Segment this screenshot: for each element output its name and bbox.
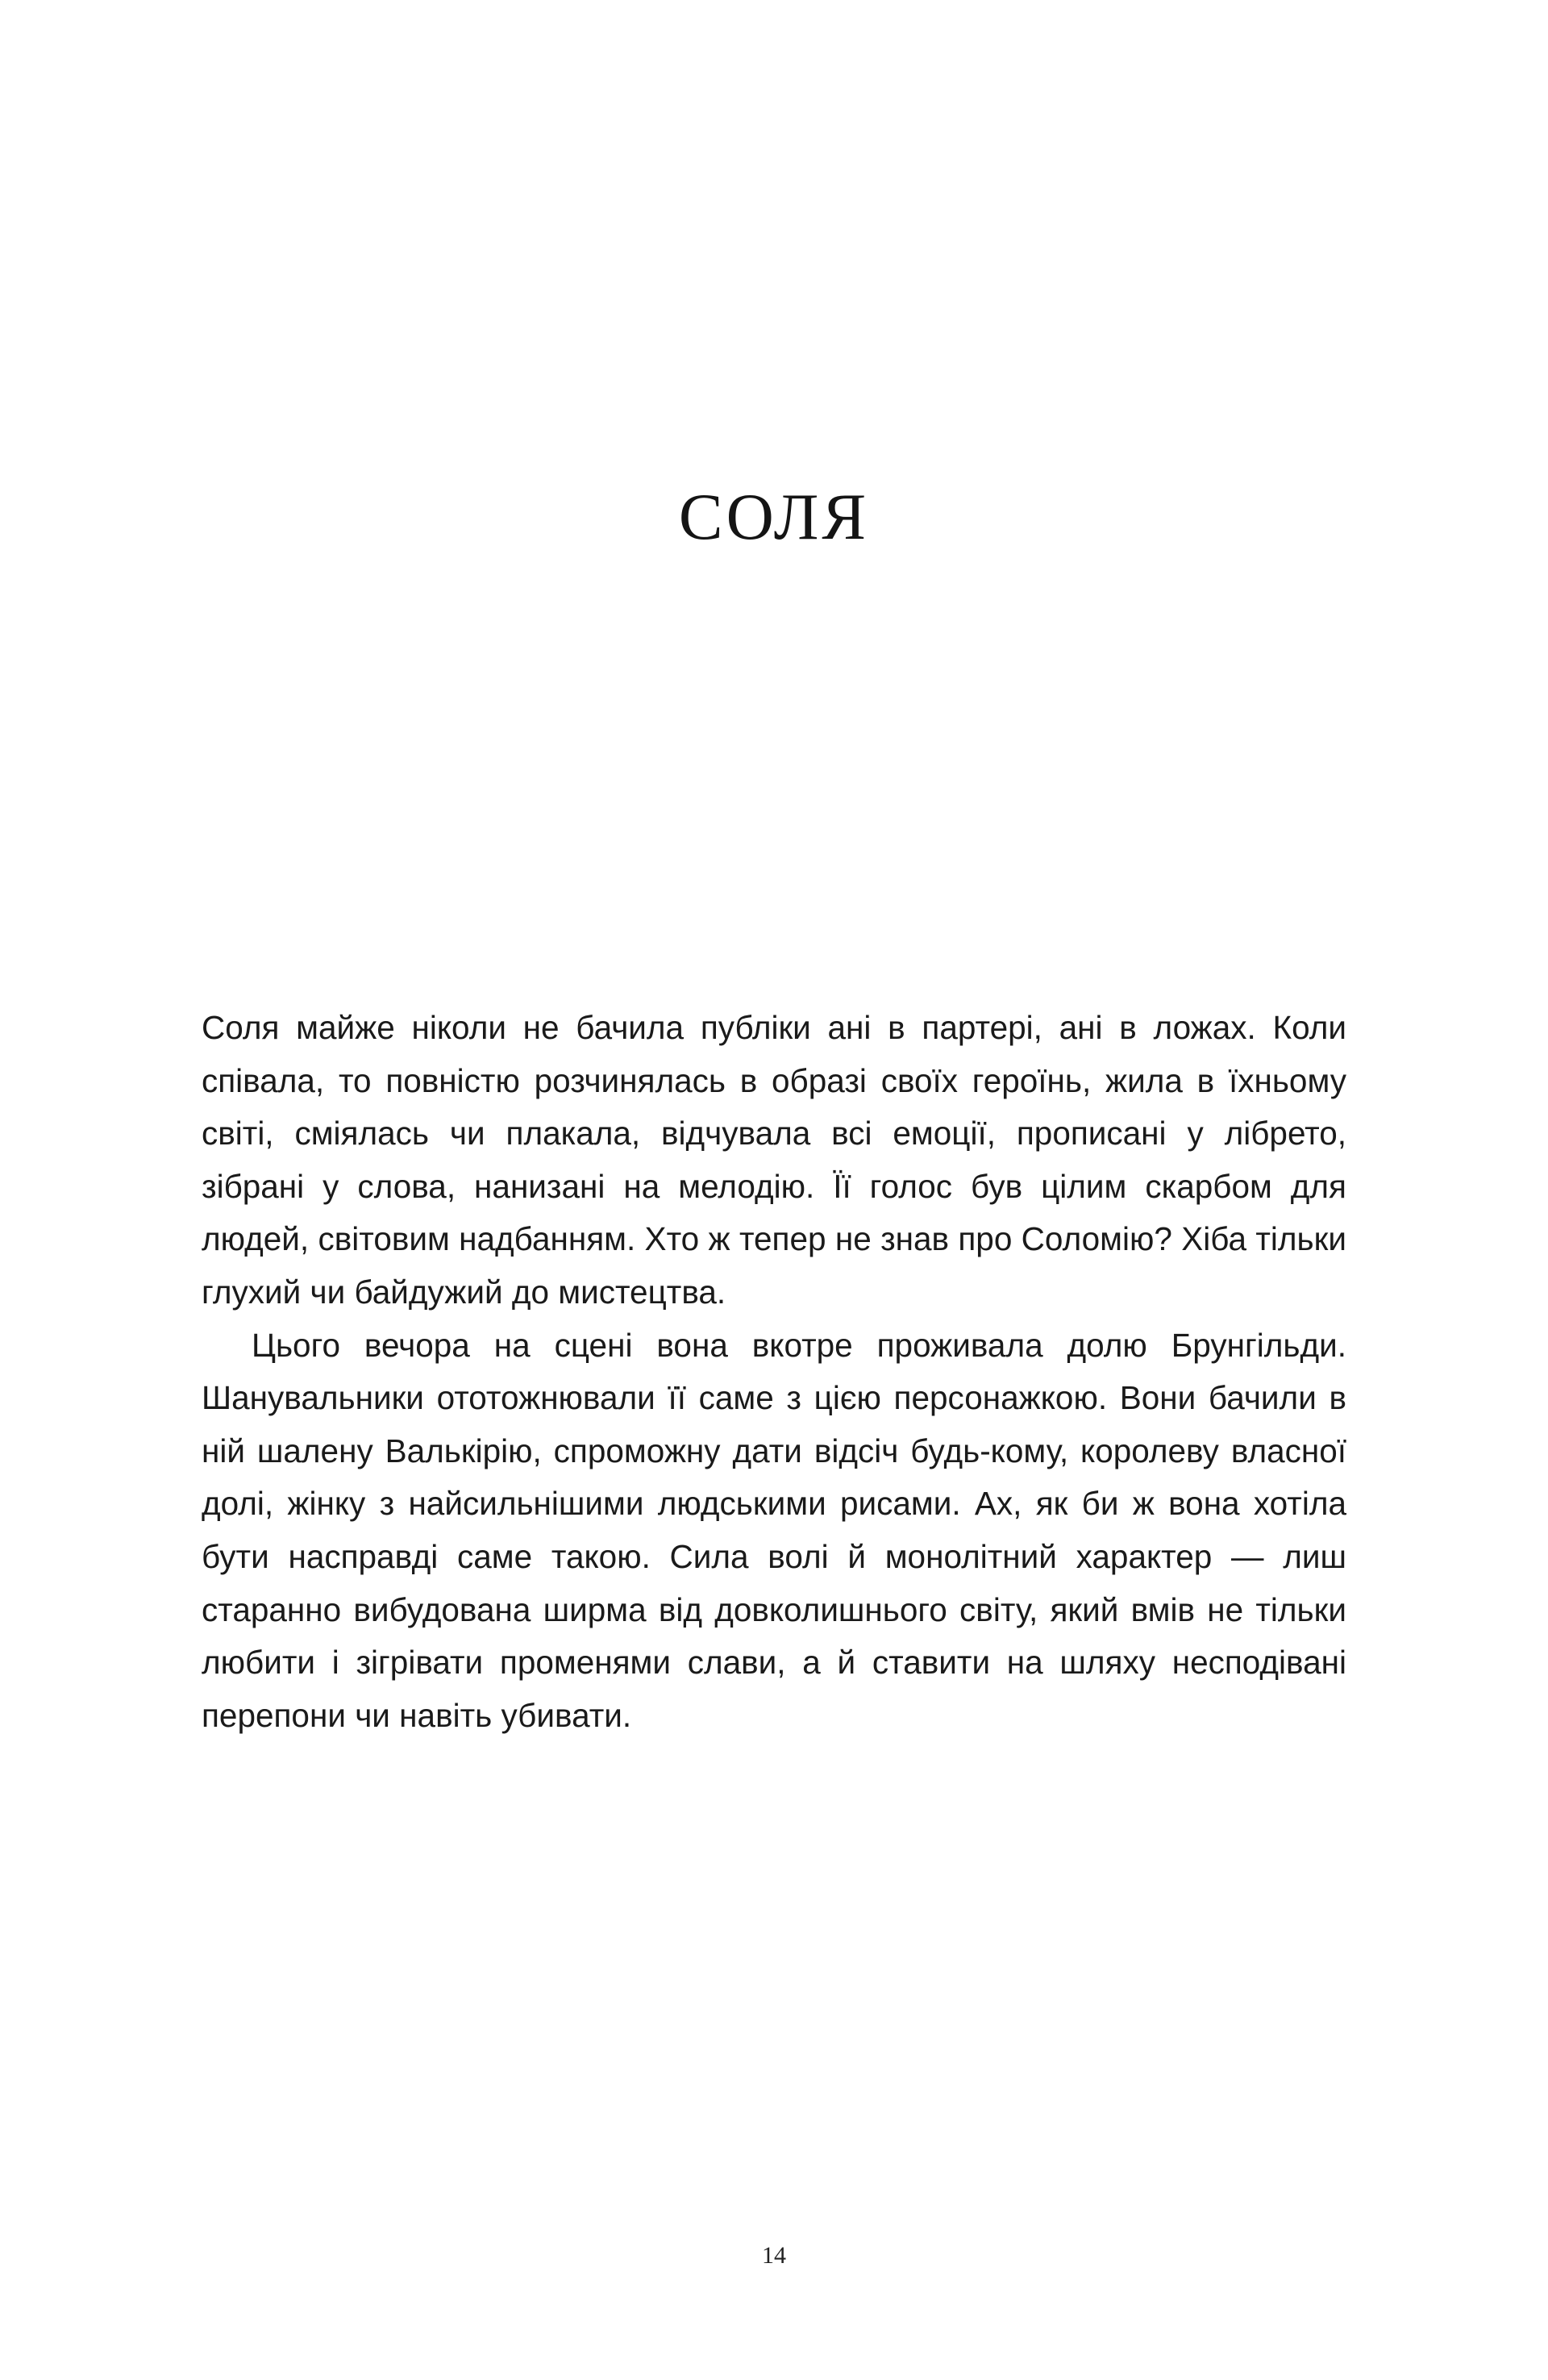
body-paragraph-2: Цього вечора на сцені вона вкотре проживала долю Брунгільди. Шанувальники ототожнювали її саме з цією персонажкою. Вони бачили в ній шалену Валькірію, спроможну дати відсіч будь-кому, королеву власної долі, жінку з найсильнішими людськими рисами. Ах, як би ж вона хотіла бути насправді саме такою. Сила волі й монолітний характер — лиш старанно вибудована ширма від довколишнього світу, який вмів не тільки любити і зігрівати променями слави, а й ставити на шляху несподівані перепони чи навіть убивати. (202, 1326, 1346, 1734)
page-number: 14 (762, 2242, 786, 2269)
page-content (202, 0, 1346, 2380)
body-paragraph-1: Соля майже ніколи не бачила публіки ані в партері, ані в ложах. Коли співала, то повністю розчинялась в образі своїх героїнь, жила в їхньому світі, сміялась чи плакала, відчувала всі емоції, прописані у лібрето, зібрані у слова, нанизані на мелодію. Її голос був цілим скарбом для людей, світовим надбанням. Хто ж тепер не знав про Соломію? Хіба тільки глухий чи байдужий до мистецтва. (202, 1009, 1346, 1311)
chapter-title: СОЛЯ (678, 480, 870, 553)
